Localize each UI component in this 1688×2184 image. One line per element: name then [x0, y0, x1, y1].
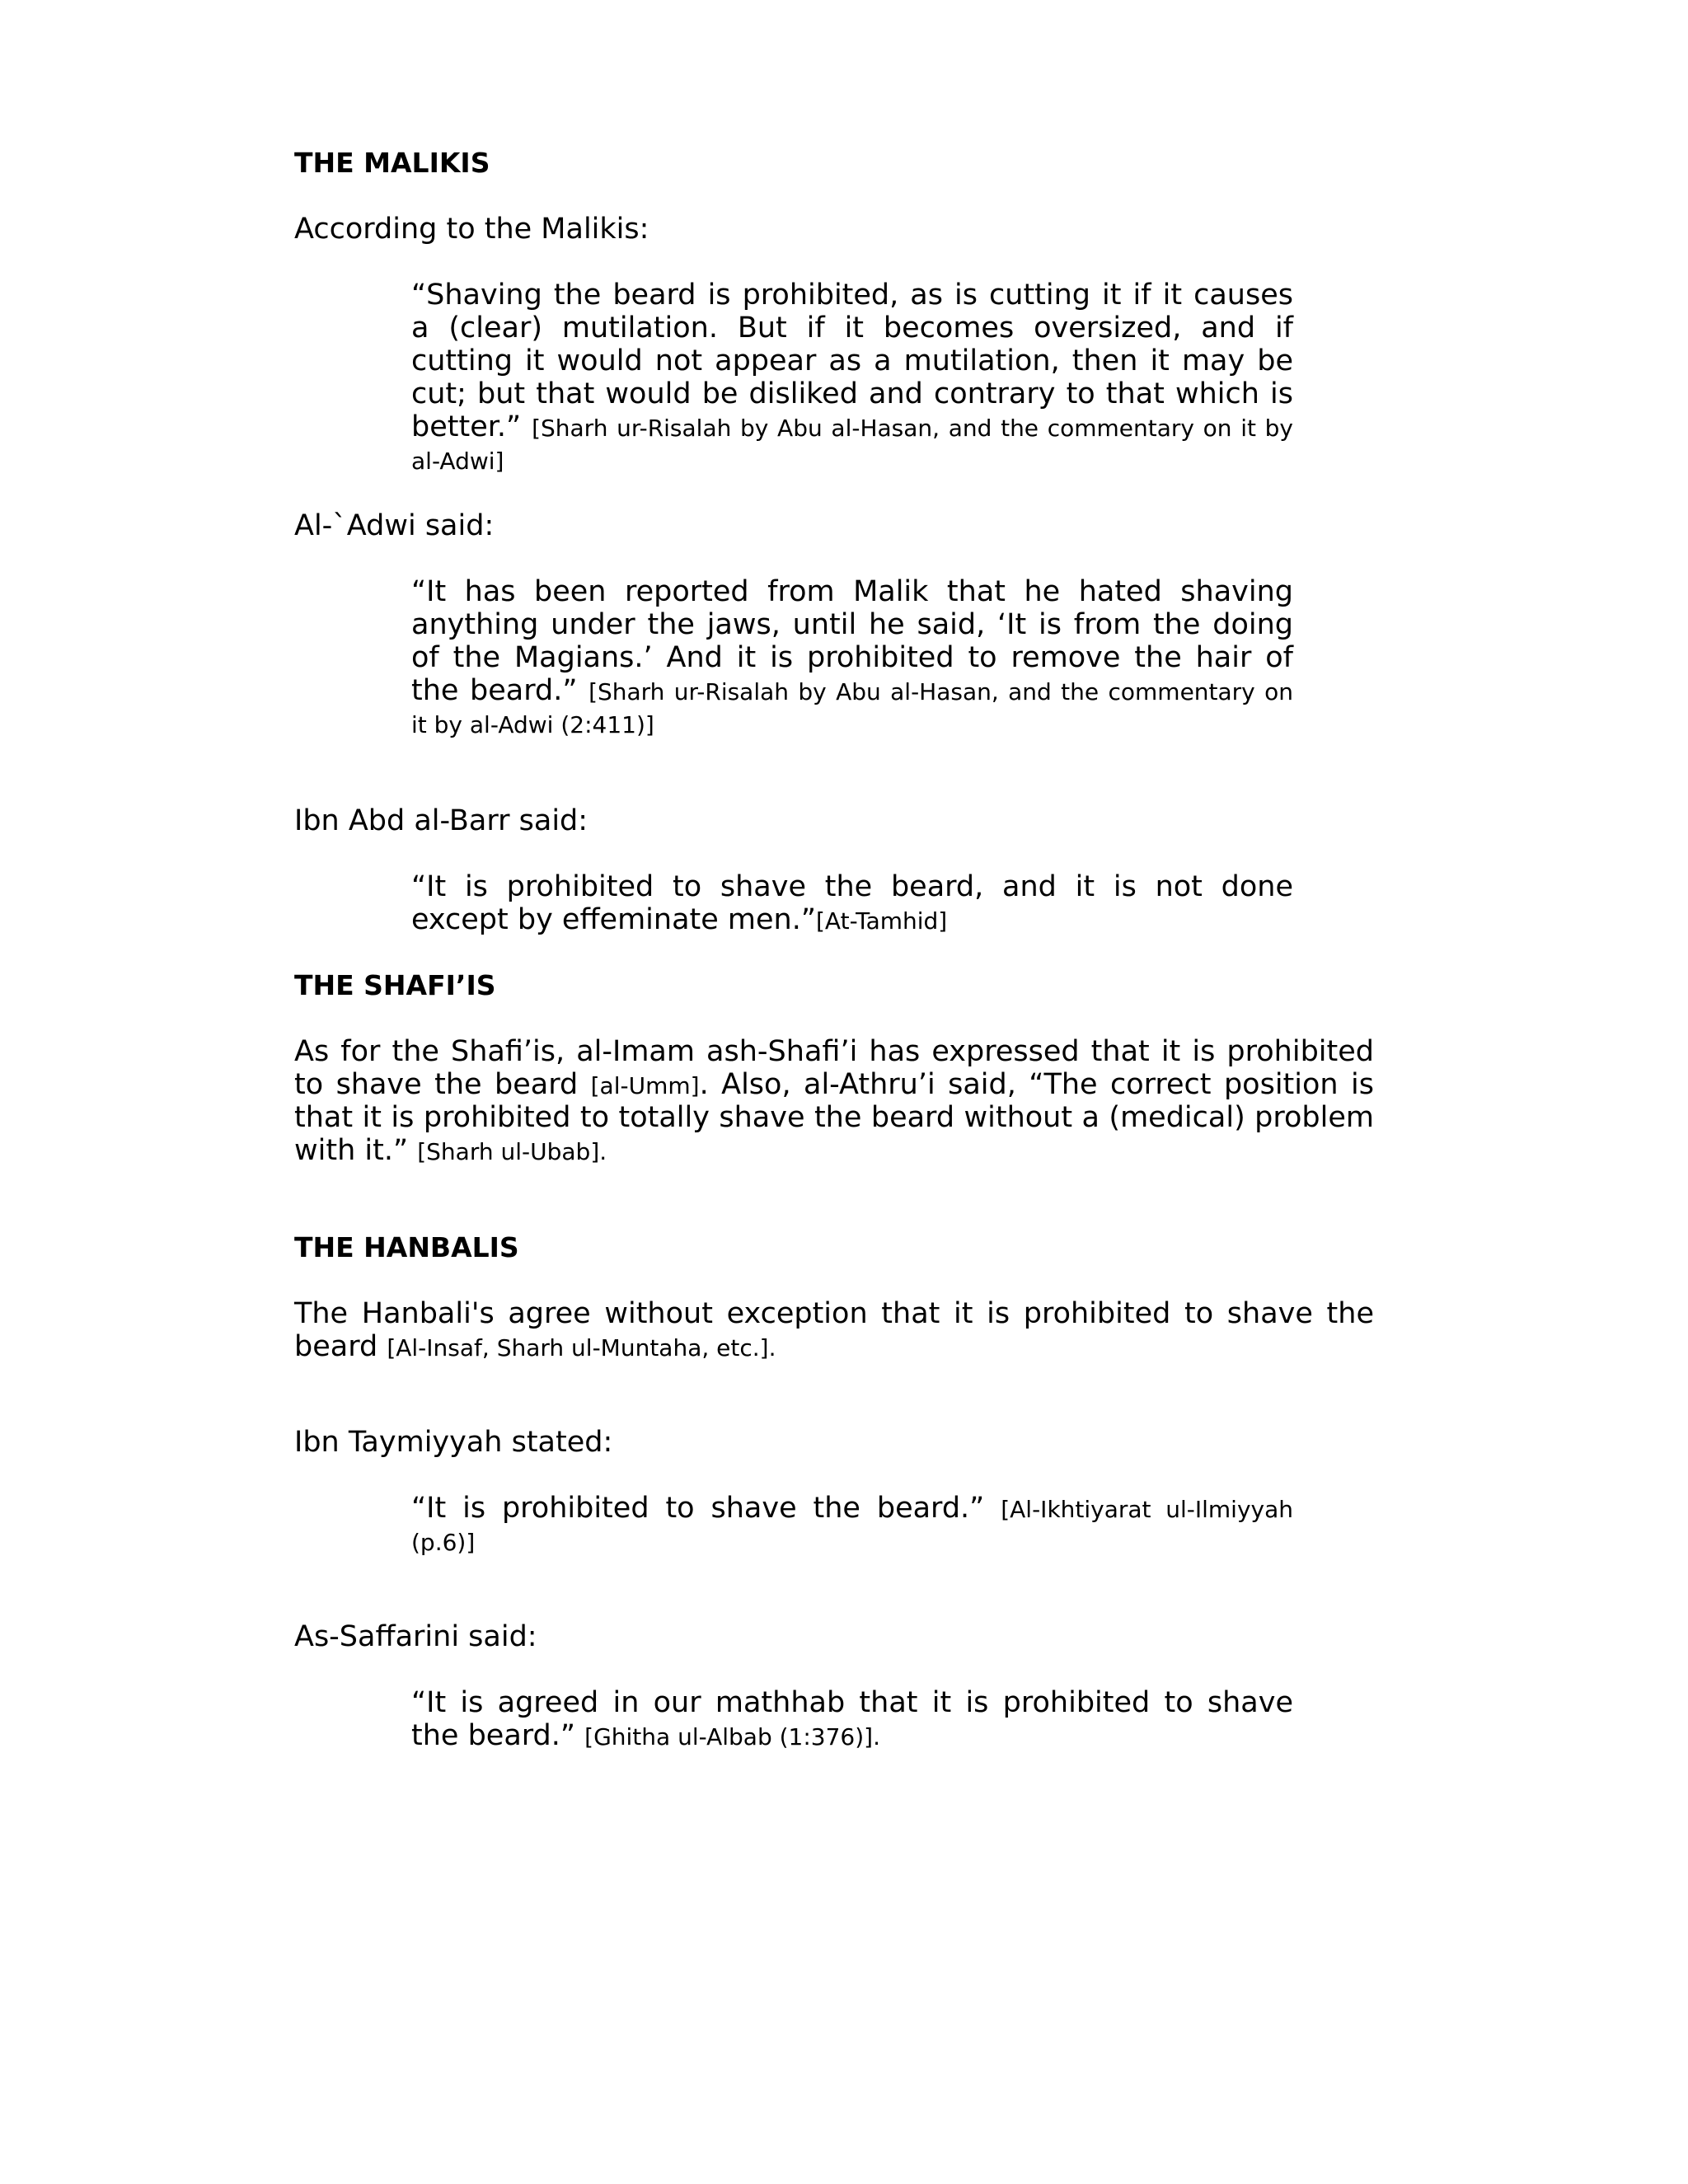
malikis-quote-2: [411, 575, 1293, 740]
paragraph-text: . Also, al-Athru’i said, “The correct position is that it is prohibited to totally shave the beard without a (medical) problem with it.”: [294, 1068, 1374, 1167]
malikis-intro: According to the Malikis:: [294, 213, 649, 246]
ibn-taymiyyah-intro: Ibn Taymiyyah stated:: [294, 1426, 613, 1459]
adwi-intro: Al-`Adwi said:: [294, 509, 495, 542]
paragraph-citation: [Sharh ul-Ubab].: [417, 1138, 607, 1165]
quote-text: “It is agreed in our mathhab that it is prohibited to shave the beard.”: [411, 1686, 1293, 1752]
hanbalis-quote-1: [411, 1492, 1293, 1558]
ibn-abd-al-barr-intro: Ibn Abd al-Barr said:: [294, 804, 588, 837]
hanbalis-quote-2: [411, 1686, 1293, 1752]
paragraph-citation: [al-Umm]: [590, 1072, 700, 1099]
quote-citation: [Al-Ikhtiyarat ul-Ilmiyyah (p.6)]: [411, 1496, 1293, 1556]
malikis-quote-3: [411, 870, 1293, 936]
quote-citation: [At-Tamhid]: [816, 907, 948, 935]
quote-text: “Shaving the beard is prohibited, as is cutting it if it causes a (clear) mutilation. But if it becomes oversized, and if cutting it would not appear as a mutilation, then it may be cut; but that would be disliked and contrary to that which is better.”: [411, 279, 1293, 443]
section-heading-shafiis: THE SHAFI’IS: [294, 969, 496, 1001]
quote-text: “It is prohibited to shave the beard, and it is not done except by effeminate men.”: [411, 870, 1293, 936]
quote-citation: [Ghitha ul-Albab (1:376)].: [584, 1723, 880, 1750]
shafiis-paragraph: [294, 1035, 1374, 1167]
as-saffarini-intro: As-Saffarini said:: [294, 1620, 537, 1653]
document-page: [294, 147, 1374, 1752]
quote-citation: [Sharh ur-Risalah by Abu al-Hasan, and the commentary on it by al-Adwi (2:411)]: [411, 678, 1293, 738]
quote-citation: [Sharh ur-Risalah by Abu al-Hasan, and the commentary on it by al-Adwi]: [411, 415, 1293, 475]
hanbalis-paragraph: [294, 1297, 1374, 1363]
quote-text: “It has been reported from Malik that he hated shaving anything under the jaws, until he said, ‘It is from the doing of the Magians.’ And it is prohibited to remove the hair of the beard.”: [411, 575, 1293, 707]
malikis-quote-1: [411, 279, 1293, 476]
paragraph-text: The Hanbali's agree without exception that it is prohibited to shave the beard: [294, 1297, 1374, 1363]
paragraph-citation: [Al-Insaf, Sharh ul-Muntaha, etc.].: [387, 1334, 776, 1361]
quote-text: “It is prohibited to shave the beard.”: [411, 1492, 1001, 1525]
section-heading-malikis: THE MALIKIS: [294, 147, 490, 179]
section-heading-hanbalis: THE HANBALIS: [294, 1231, 519, 1263]
paragraph-text: As for the Shafi’is, al-Imam ash-Shafi’i has expressed that it is prohibited to shave the beard: [294, 1035, 1374, 1101]
